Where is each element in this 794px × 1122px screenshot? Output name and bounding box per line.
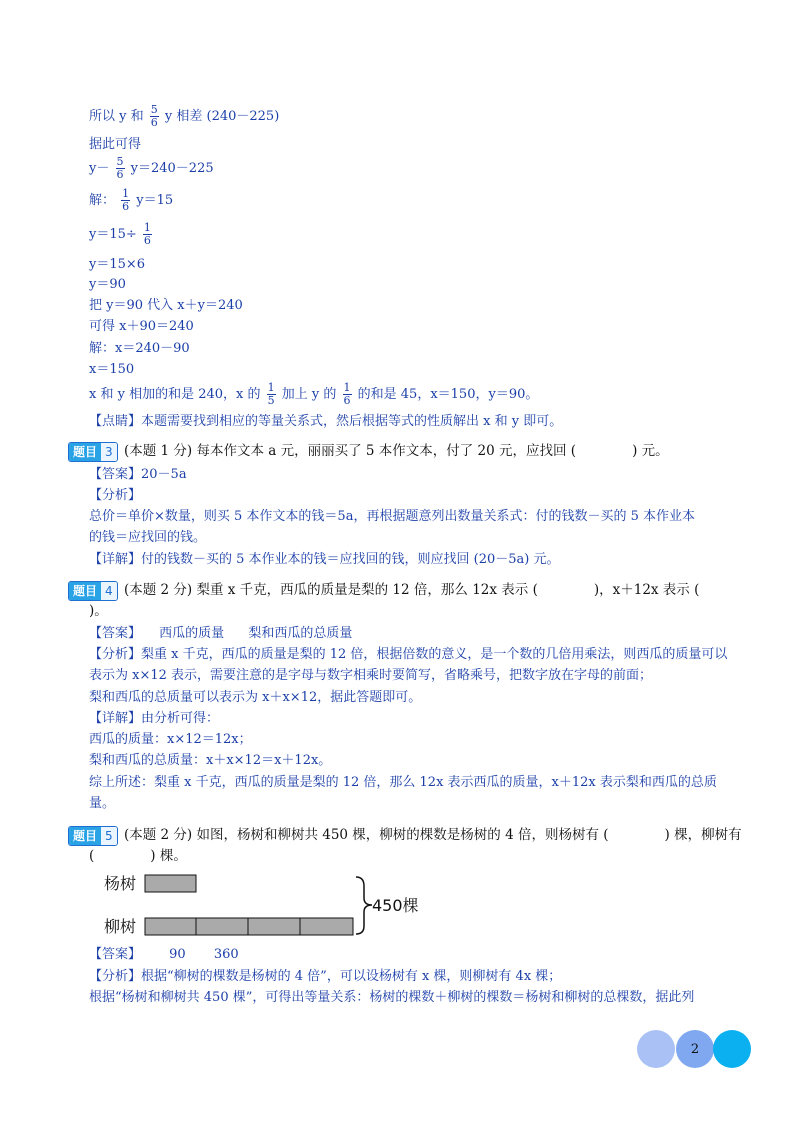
- point-note: 【点睛】本题需要找到相应的等量关系式，然后根据等式的性质解出 x 和 y 即可。: [89, 414, 563, 429]
- bar-yang: [145, 875, 196, 892]
- solution-line-3: y－ $\frac{5}{6}$ y＝240－225: [89, 155, 214, 181]
- fraction-5-6: $\frac{5}{6}$: [150, 103, 158, 129]
- solution-line-7: y＝90: [89, 277, 126, 292]
- label-yang: 杨树: [104, 874, 137, 893]
- question-3-analysis-2: 的钱＝应找回的钱。: [89, 530, 207, 545]
- question-5-stem: 题目 5 (本题 2 分) 如图，杨树和柳树共 450 棵，柳树的棵数是杨树的 4 倍，则杨树有 ( ) 棵，柳树有: [68, 825, 742, 846]
- page-circle-dark: [713, 1030, 751, 1068]
- solution-line-8: 把 y＝90 代入 x＋y＝240: [89, 298, 243, 313]
- page-number: 2: [690, 1041, 700, 1057]
- label-total: 450棵: [372, 896, 419, 915]
- question-tag: 题目 3: [68, 442, 118, 462]
- brace: [356, 877, 372, 934]
- solution-line-10: 解：x＝240－90: [89, 341, 190, 356]
- solution-line-11: x＝150: [89, 362, 135, 377]
- bar-liu-4: [300, 918, 353, 935]
- question-5-analysis-2: 根据“杨树和柳树共 450 棵”，可得出等量关系：杨树的棵数＋柳树的棵数＝杨树和柳树的总棵数，据此列: [89, 990, 695, 1005]
- solution-line-1: 所以 y 和 $\frac{5}{6}$ y 相差 (240－225): [89, 103, 280, 129]
- page-circle-light: [637, 1030, 675, 1068]
- label-liu: 柳树: [104, 917, 137, 936]
- question-4-detail: 【详解】由分析可得：: [89, 711, 220, 726]
- question-4-stem-end: )。: [89, 603, 108, 619]
- question-3-analysis-label: 【分析】: [89, 488, 142, 503]
- solution-line-5: y＝15÷ $\frac{1}{6}$: [89, 221, 151, 247]
- question-3-analysis-1: 总价＝单价×数量，则买 5 本作文本的钱＝5a，再根据题意列出数量关系式：付的钱数－买的 5 本作业本: [89, 509, 695, 524]
- question-4-detail-1: 西瓜的质量：x×12＝12x；: [89, 732, 252, 747]
- question-4-stem: 题目 4 (本题 2 分) 梨重 x 千克，西瓜的质量是梨的 12 倍，那么 12x 表示 ( )，x＋12x 表示 (: [68, 580, 699, 601]
- question-tag: 题目 5: [68, 826, 118, 846]
- question-4-detail-4: 量。: [89, 796, 116, 811]
- question-5-analysis-1: 【分析】根据“柳树的棵数是杨树的 4 倍”，可以设杨树有 x 棵，则柳树有 4x 棵；: [89, 969, 562, 984]
- bar-liu-3: [248, 918, 300, 935]
- question-5-stem-2: ( ) 棵。: [89, 848, 187, 864]
- question-4-detail-3: 综上所述：梨重 x 千克，西瓜的质量是梨的 12 倍，那么 12x 表示西瓜的质量，x＋12x 表示梨和西瓜的总质: [89, 775, 717, 790]
- solution-line-6: y＝15×6: [89, 257, 146, 272]
- page-number-circle: [676, 1030, 714, 1068]
- question-3-detail: 【详解】付的钱数－买的 5 本作业本的钱＝应找回的钱，则应找回 (20－5a) 元。: [89, 552, 560, 567]
- question-4-analysis-2: 表示为 x×12 表示，需要注意的是字母与数字相乘时要简写，省略乘号，把数字放在字母的前面；: [89, 668, 653, 683]
- bar-liu-1: [145, 918, 196, 935]
- solution-line-9: 可得 x＋90＝240: [89, 319, 194, 334]
- tree-count-diagram: [100, 868, 430, 940]
- question-4-answer: 【答案】 西瓜的质量 梨和西瓜的总质量: [89, 626, 353, 641]
- question-3-stem: 题目 3 (本题 1 分) 每本作文本 a 元，丽丽买了 5 本作文本，付了 20 元，应找回 ( ) 元。: [68, 441, 669, 462]
- question-4-analysis-3: 梨和西瓜的总质量可以表示为 x＋x×12，据此答题即可。: [89, 690, 422, 705]
- question-5-answer: 【答案】 90 360: [89, 947, 239, 962]
- question-3-answer: 【答案】20－5a: [89, 467, 187, 482]
- question-4-analysis-1: 【分析】梨重 x 千克，西瓜的质量是梨的 12 倍，根据倍数的意义，是一个数的几倍用乘法，则西瓜的质量可以: [89, 647, 728, 662]
- solution-line-12: x 和 y 相加的和是 240，x 的 $\frac{1}{5}$ 加上 y 的 $\frac{1}{6}$ 的和是 45，x＝150，y＝90。: [89, 381, 539, 407]
- bar-liu-2: [196, 918, 248, 935]
- question-tag: 题目 4: [68, 581, 118, 601]
- solution-line-4: 解： $\frac{1}{6}$ y＝15: [89, 187, 174, 213]
- question-4-detail-2: 梨和西瓜的总质量：x＋x×12＝x＋12x。: [89, 753, 332, 768]
- solution-line-2: 据此可得: [89, 137, 142, 152]
